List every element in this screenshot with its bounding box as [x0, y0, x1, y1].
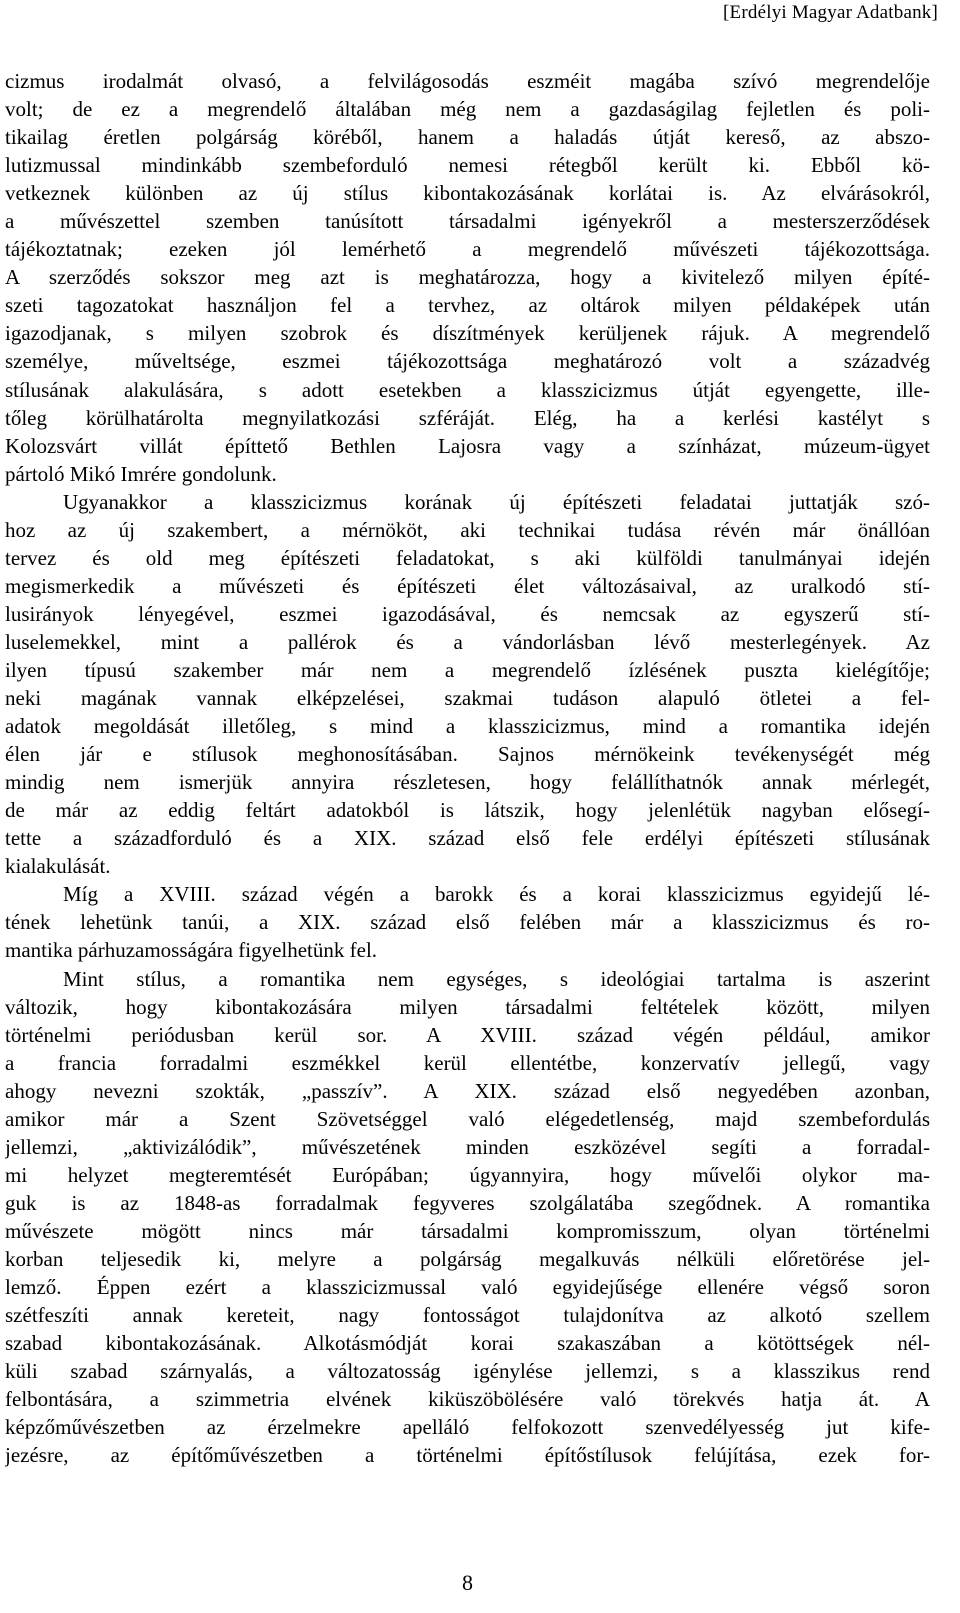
text-line: a francia forradalmi eszmékkel kerül ellentétbe, konzervatív jellegű, vagy [5, 1050, 930, 1075]
text-line: adatok megoldását illetőleg, s mind a klasszicizmus, mind a romantika idején [5, 714, 930, 739]
text-line: mi helyzet megteremtését Európában; úgyannyira, hogy művelői olykor ma- [5, 1162, 930, 1187]
text-line: Kolozsvárt villát építtető Bethlen Lajosra vagy a színházat, múzeum-ügyet [5, 433, 930, 458]
text-line: tájékoztatnak; ezeken jól lemérhető a megrendelő művészeti tájékozottsága. [5, 237, 930, 262]
text-line: képzőművészetben az érzelmekre apelláló felfokozott szenvedélyesség jut kife- [5, 1415, 930, 1440]
text-line: neki magának vannak elképzelései, szakmai tudáson alapuló ötletei a fel- [5, 686, 930, 711]
text-line: szeti tagozatokat használjon fel a tervhez, az oltárok milyen példaképek után [5, 293, 930, 318]
text-line: a művészettel szemben tanúsított társadalmi igényekről a mesterszerződések [5, 209, 930, 234]
text-line: tének lehetünk tanúi, a XIX. század első felében már a klasszicizmus és ro- [5, 910, 930, 935]
text-line: A szerződés sokszor meg azt is meghatározza, hogy a kivitelező milyen építé- [5, 265, 930, 290]
text-line: amikor már a Szent Szövetséggel való elégedetlenség, majd szembefordulás [5, 1106, 930, 1131]
text-line: változik, hogy kibontakozására milyen társadalmi feltételek között, milyen [5, 994, 930, 1019]
text-line: Ugyanakkor a klasszicizmus korának új építészeti feladatai juttatják szó- [63, 489, 930, 514]
text-line: történelmi periódusban kerül sor. A XVIII. század végén például, amikor [5, 1022, 930, 1047]
text-line: küli szabad szárnyalás, a változatosság igénylése jellemzi, s a klasszikus rend [5, 1359, 930, 1384]
text-line: lutizmussal mindinkább szembeforduló nemesi rétegből került ki. Ebből kö- [5, 153, 930, 178]
text-line: élen jár e stílusok meghonosításában. Sajnos mérnökeink tevékenységét még [5, 742, 930, 767]
text-line: jezésre, az építőművészetben a történelmi építőstílusok felújítása, ezek for- [5, 1443, 930, 1468]
source-header: [Erdélyi Magyar Adatbank] [723, 2, 938, 23]
text-line: de már az eddig feltárt adatokból is látszik, hogy jelenlétük nagyban elősegí- [5, 798, 930, 823]
text-line: Mint stílus, a romantika nem egységes, s ideológiai tartalma is aszerint [63, 966, 930, 991]
text-line: művészete mögött nincs már társadalmi kompromisszum, olyan történelmi [5, 1218, 930, 1243]
text-line: hoz az új szakembert, a mérnököt, aki technikai tudása révén már önállóan [5, 517, 930, 542]
text-line: stílusának alakulására, s adott esetekben a klasszicizmus útját egyengette, ille- [5, 377, 930, 402]
text-line: lusirányok lényegével, eszmei igazodásával, és nemcsak az egyszerű stí- [5, 601, 930, 626]
text-line: tőleg körülhatárolta megnyilatkozási szféráját. Elég, ha a kerlési kastélyt s [5, 405, 930, 430]
text-line: megismerkedik a művészeti és építészeti élet változásaival, az uralkodó stí- [5, 573, 930, 598]
text-line: igazodjanak, s milyen szobrok és díszítmények kerüljenek rájuk. A megrendelő [5, 321, 930, 346]
text-line: tette a századforduló és a XIX. század első fele erdélyi építészeti stílusának [5, 826, 930, 851]
text-line: volt; de ez a megrendelő általában még nem a gazdaságilag fejletlen és poli- [5, 97, 930, 122]
body-text [5, 67, 930, 1469]
text-line: ahogy nevezni szokták, „passzív”. A XIX. század első negyedében azonban, [5, 1078, 930, 1103]
text-line: mantika párhuzamosságára figyelhetünk fel. [5, 938, 378, 963]
text-line: ilyen típusú szakember már nem a megrendelő ízlésének puszta kielégítője; [5, 657, 930, 682]
text-line: tikailag éretlen polgárság köréből, hanem a haladás útját kereső, az abszo- [5, 125, 930, 150]
text-line: tervez és old meg építészeti feladatokat, s aki külföldi tanulmányai idején [5, 545, 930, 570]
text-line: guk is az 1848-as forradalmak fegyveres szolgálatába szegődnek. A romantika [5, 1190, 930, 1215]
text-line: kialakulását. [5, 854, 111, 879]
text-line: jellemzi, „aktivizálódik”, művészetének minden eszközével segíti a forradal- [5, 1134, 930, 1159]
text-line: Míg a XVIII. század végén a barokk és a korai klasszicizmus egyidejű lé- [63, 882, 930, 907]
text-line: mindig nem ismerjük annyira részletesen, hogy felállíthatnók annak mérlegét, [5, 770, 930, 795]
text-line: cizmus irodalmát olvasó, a felvilágosodás eszméit magába szívó megrendelője [5, 69, 930, 93]
page-number: 8 [462, 1570, 473, 1595]
text-line: vetkeznek különben az új stílus kibontakozásának korlátai is. Az elvárásokról, [5, 181, 930, 206]
text-line: lemző. Éppen ezért a klasszicizmussal való egyidejűsége ellenére végső soron [5, 1275, 930, 1300]
text-line: luselemekkel, mint a pallérok és a vándorlásban lévő mesterlegények. Az [5, 629, 930, 654]
text-line: pártoló Mikó Imrére gondolunk. [5, 461, 277, 486]
text-line: korban teljesedik ki, melyre a polgárság megalkuvás nélküli előretörése jel- [5, 1246, 930, 1271]
text-line: szabad kibontakozásának. Alkotásmódját korai szakaszában a kötöttségek nél- [5, 1331, 930, 1356]
text-line: felbontására, a szimmetria elvének kiküszöbölésére való törekvés hatja át. A [5, 1387, 930, 1412]
text-line: szétfeszíti annak kereteit, nagy fontosságot tulajdonítva az alkotó szellem [5, 1303, 930, 1328]
text-line: személye, műveltsége, eszmei tájékozottsága meghatározó volt a századvég [5, 349, 930, 374]
